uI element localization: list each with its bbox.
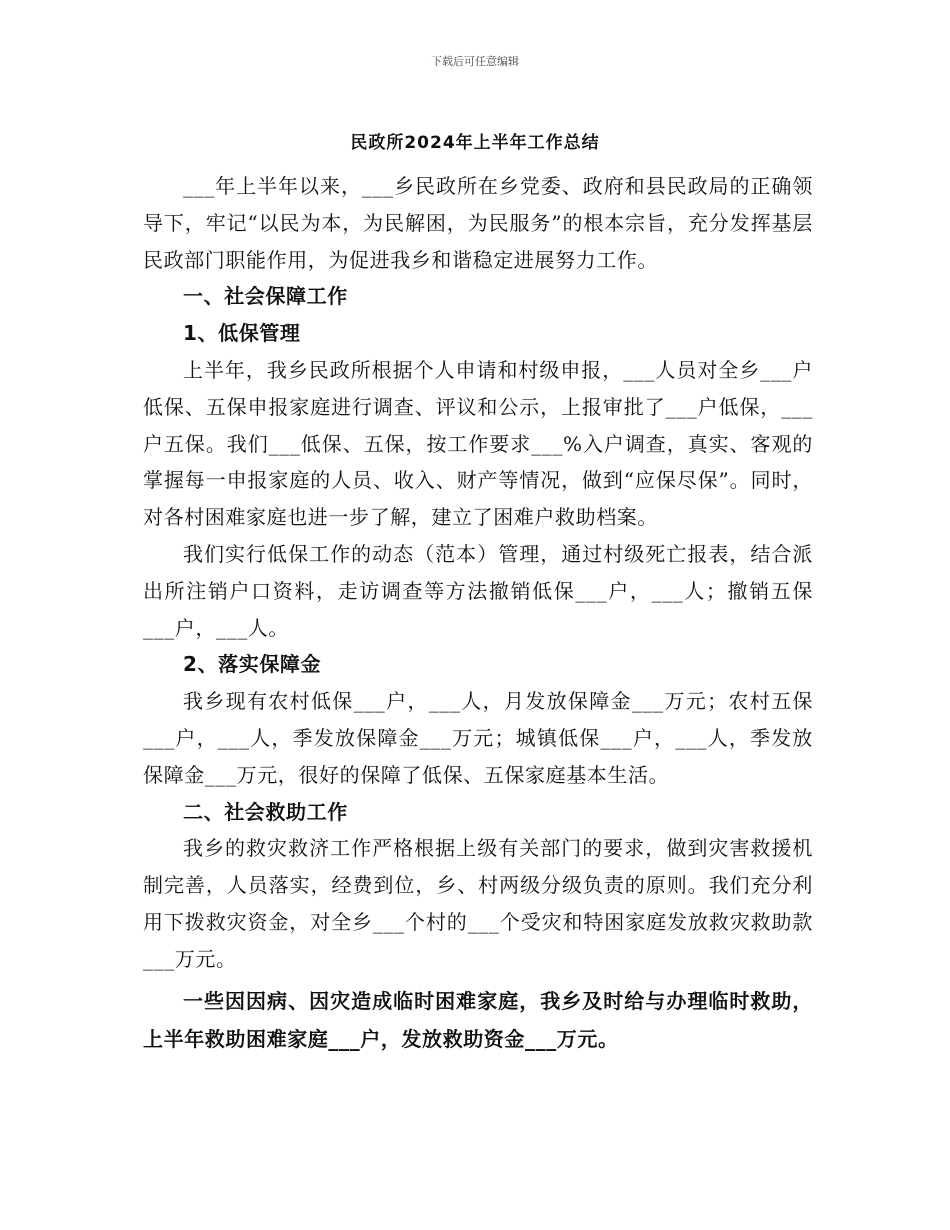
temporary-relief-paragraph: 一些因因病、因灾造成临时困难家庭，我乡及时给与办理临时救助，上半年救助困难家庭___户，发放救助资金___万元。	[143, 988, 813, 1051]
document-body	[143, 168, 813, 1058]
document-title: 民政所2024年上半年工作总结	[350, 133, 600, 153]
subsection-heading-funds: 2、落实保障金	[183, 652, 322, 677]
intro-paragraph: ___年上半年以来，___乡民政所在乡党委、政府和县民政局的正确领导下，牢记“以民为本，为民解困，为民服务”的根本宗旨，充分发挥基层民政部门职能作用，为促进我乡和谐稳定进展努力工作。	[143, 174, 813, 272]
subsection-heading-dibao: 1、低保管理	[183, 321, 301, 346]
relief-paragraph: 我乡的救灾救济工作严格根据上级有关部门的要求，做到灾害救援机制完善，人员落实，经费到位，乡、村两级分级负责的原则。我们充分利用下拨救灾资金，对全乡___个村的___个受灾和特困家庭发放救灾救助款___万元。	[143, 836, 813, 971]
dynamic-management-paragraph: 我们实行低保工作的动态（范本）管理，通过村级死亡报表，结合派出所注销户口资料，走访调查等方法撤销低保___户，___人；撤销五保___户，___人。	[143, 541, 813, 640]
section-heading-social-relief: 二、社会救助工作	[183, 799, 348, 824]
page-header-note: 下载后可任意编辑	[431, 55, 519, 68]
section-heading-social-security: 一、社会保障工作	[183, 284, 348, 309]
funds-paragraph: 我乡现有农村低保___户，___人，月发放保障金___万元；农村五保___户，___人，季发放保障金___万元；城镇低保___户，___人，季发放保障金___万元，很好的保障了低保、五保家庭基本生活。	[143, 689, 813, 787]
dibao-paragraph: 上半年，我乡民政所根据个人申请和村级申报，___人员对全乡___户低保、五保申报家庭进行调查、评议和公示，上报审批了___户低保，___户五保。我们___低保、五保，按工作要求___%入户调查，真实、客观的掌握每一申报家庭的人员、收入、财产等情况，做到“应保尽保”。同时，对各村困难家庭也进一步了解，建立了困难户救助档案。	[143, 357, 813, 530]
